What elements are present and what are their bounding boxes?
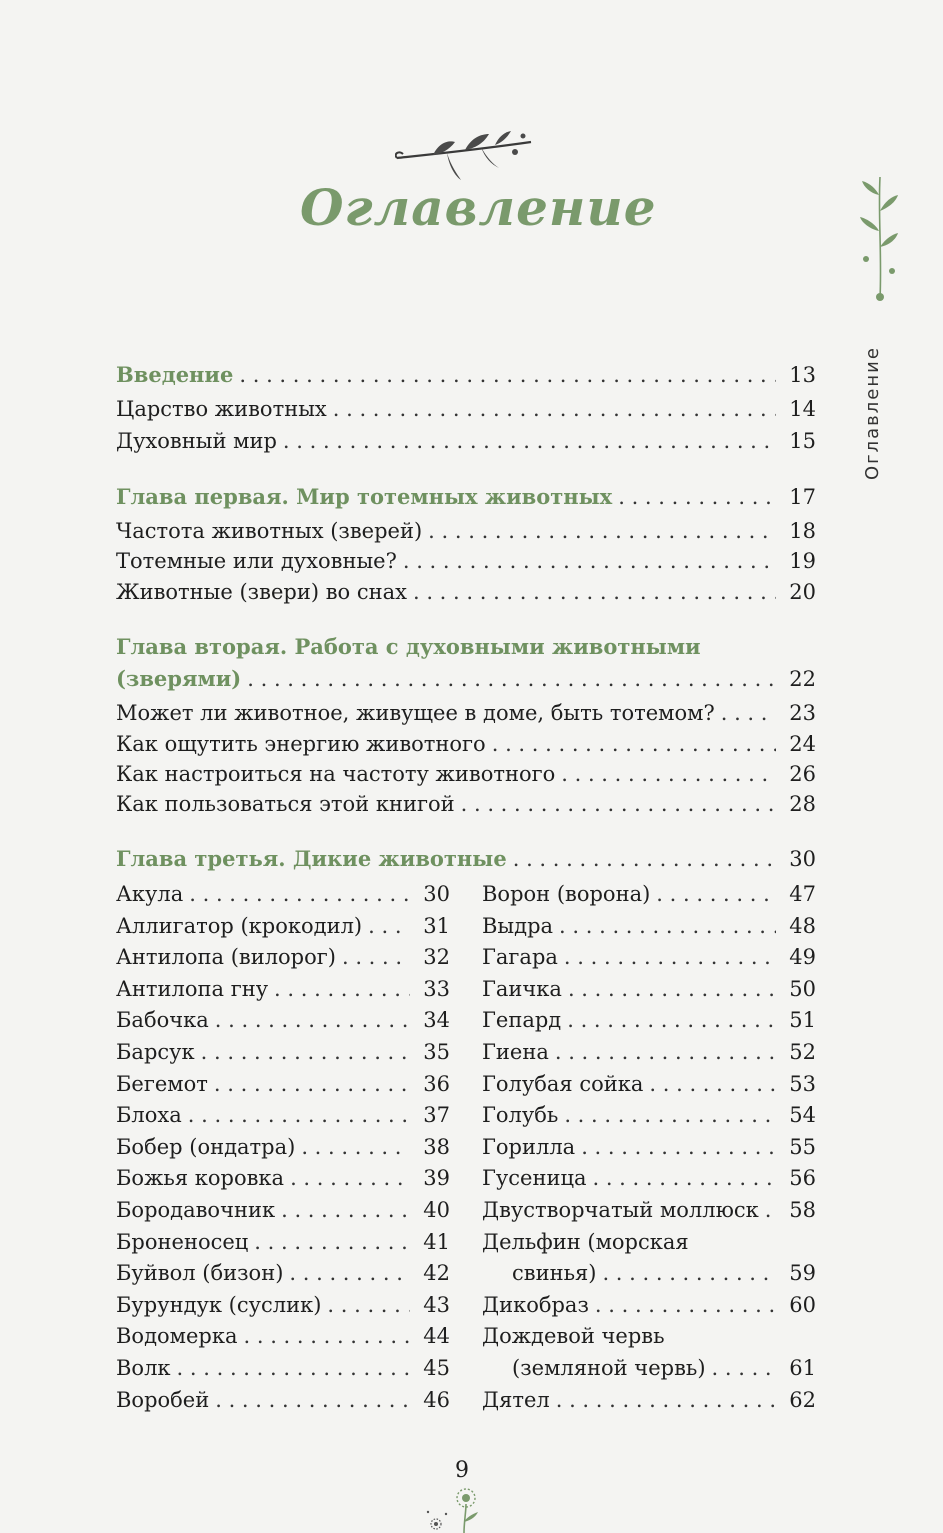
toc-label: Буйвол (бизон) xyxy=(116,1261,284,1285)
toc-label: Антилопа (вилорог) xyxy=(116,945,336,969)
toc-animal-entry[interactable] xyxy=(116,1135,450,1165)
leader-dots xyxy=(188,1103,410,1127)
toc-animal-entry[interactable] xyxy=(482,1008,816,1038)
toc-page: 17 xyxy=(789,485,816,509)
toc-page: 35 xyxy=(423,1040,450,1064)
leader-dots xyxy=(721,701,776,725)
toc-page: 30 xyxy=(423,882,450,906)
toc-label: Блоха xyxy=(116,1103,182,1127)
leader-dots xyxy=(602,1261,776,1285)
toc-page: 60 xyxy=(789,1293,816,1317)
toc-page: 36 xyxy=(423,1072,450,1096)
toc-label: Двустворчатый моллюск xyxy=(482,1198,759,1222)
toc-animal-entry[interactable] xyxy=(116,1166,450,1196)
leaf-branch-ornament xyxy=(395,128,535,184)
toc-entry[interactable] xyxy=(116,762,816,792)
leader-dots xyxy=(327,1293,410,1317)
toc-page: 50 xyxy=(789,977,816,1001)
toc-page: 58 xyxy=(789,1198,816,1222)
toc-label: Антилопа гну xyxy=(116,977,269,1001)
toc-entry[interactable] xyxy=(116,519,816,549)
toc-label: Бегемот xyxy=(116,1072,208,1096)
toc-label: Как ощутить энергию животного xyxy=(116,732,486,756)
toc-entry[interactable] xyxy=(116,792,816,822)
toc-animal-entry[interactable] xyxy=(482,1166,816,1196)
toc-page: 32 xyxy=(423,945,450,969)
toc-page: 39 xyxy=(423,1166,450,1190)
sprig-icon xyxy=(856,175,902,305)
toc-label: Ворон (ворона) xyxy=(482,882,651,906)
toc-label: Дятел xyxy=(482,1388,550,1412)
leader-dots xyxy=(656,882,776,906)
leader-dots xyxy=(712,1356,776,1380)
toc-label: Аллигатор (крокодил) xyxy=(116,914,363,938)
toc-animal-entry[interactable] xyxy=(116,1230,450,1260)
toc-label: Голубь xyxy=(482,1103,559,1127)
toc-page: 40 xyxy=(423,1198,450,1222)
toc-animal-entry[interactable] xyxy=(116,1324,450,1354)
toc-page: 15 xyxy=(789,429,816,453)
leader-dots xyxy=(289,1261,410,1285)
toc-animal-entry[interactable] xyxy=(482,1072,816,1102)
toc-label: Бородавочник xyxy=(116,1198,276,1222)
toc-label: Животные (звери) во снах xyxy=(116,580,407,604)
leader-dots xyxy=(581,1135,776,1159)
toc-page: 23 xyxy=(789,701,816,725)
toc-animal-entry[interactable] xyxy=(116,1103,450,1133)
leader-dots xyxy=(247,667,776,691)
toc-animal-entry[interactable] xyxy=(116,1293,450,1323)
toc-label: Гепард xyxy=(482,1008,562,1032)
toc-page: 47 xyxy=(789,882,816,906)
leader-dots xyxy=(403,549,776,573)
leader-dots xyxy=(301,1135,410,1159)
toc-entry[interactable] xyxy=(116,701,816,731)
toc-page: 43 xyxy=(423,1293,450,1317)
toc-page: 33 xyxy=(423,977,450,1001)
toc-animal-entry[interactable] xyxy=(116,1072,450,1102)
toc-label: Бобер (ондатра) xyxy=(116,1135,296,1159)
leader-dots xyxy=(592,1166,776,1190)
toc-entry[interactable] xyxy=(116,732,816,762)
toc-animal-entry[interactable] xyxy=(116,977,450,1007)
toc-page: 45 xyxy=(423,1356,450,1380)
leader-dots xyxy=(555,1040,776,1064)
leader-dots xyxy=(564,945,776,969)
toc-page: 41 xyxy=(423,1230,450,1254)
leader-dots xyxy=(568,977,776,1001)
toc-entry[interactable] xyxy=(116,580,816,610)
toc-heading-intro[interactable] xyxy=(116,362,816,392)
toc-animal-entry[interactable] xyxy=(482,1103,816,1133)
leader-dots xyxy=(618,485,776,509)
toc-animal-entry[interactable] xyxy=(116,1008,450,1038)
toc-page: 61 xyxy=(789,1356,816,1380)
toc-animal-entry[interactable] xyxy=(482,1135,816,1165)
toc-animal-entry[interactable] xyxy=(482,882,816,912)
leader-dots xyxy=(564,1103,776,1127)
leader-dots xyxy=(513,847,776,871)
leader-dots xyxy=(595,1293,776,1317)
toc-animal-entry[interactable] xyxy=(482,1388,816,1418)
toc-entry[interactable] xyxy=(116,429,816,459)
toc-animal-entry[interactable] xyxy=(482,1198,816,1228)
toc-animal-entry[interactable] xyxy=(482,1040,816,1070)
toc-label: Введение xyxy=(116,362,234,387)
leader-dots xyxy=(189,882,410,906)
toc-animal-entry[interactable] xyxy=(482,945,816,975)
toc-label: Волк xyxy=(116,1356,171,1380)
page-title: Оглавление xyxy=(300,178,657,237)
toc-page: 22 xyxy=(789,667,816,691)
toc-animal-entry[interactable] xyxy=(482,1230,816,1260)
toc-animal-entry[interactable] xyxy=(116,882,450,912)
toc-animal-entry[interactable] xyxy=(482,1261,816,1291)
leader-dots xyxy=(177,1356,410,1380)
toc-page: 19 xyxy=(789,549,816,573)
toc-heading-chapter3[interactable] xyxy=(116,846,816,876)
toc-page: 24 xyxy=(789,732,816,756)
flower-ornament xyxy=(420,1482,500,1533)
toc-label: Выдра xyxy=(482,914,554,938)
leader-dots xyxy=(567,1008,776,1032)
toc-page: 18 xyxy=(789,519,816,543)
toc-page: 55 xyxy=(789,1135,816,1159)
leader-dots xyxy=(368,914,410,938)
toc-animal-entry[interactable] xyxy=(482,977,816,1007)
leader-dots xyxy=(461,792,776,816)
leader-dots xyxy=(413,580,776,604)
leader-dots xyxy=(244,1324,411,1348)
toc-page: 26 xyxy=(789,762,816,786)
toc-label: Как настроиться на частоту животного xyxy=(116,762,556,786)
toc-label: (зверями) xyxy=(116,666,242,691)
toc-animal-entry[interactable] xyxy=(116,1198,450,1228)
leader-dots xyxy=(254,1230,410,1254)
toc-label: Гусеница xyxy=(482,1166,587,1190)
toc-page: 38 xyxy=(423,1135,450,1159)
toc-label: Дождевой червь xyxy=(482,1324,665,1348)
leader-dots xyxy=(765,1198,776,1222)
toc-label: Гиена xyxy=(482,1040,549,1064)
toc-animal-entry[interactable] xyxy=(116,1388,450,1418)
toc-label: Гаичка xyxy=(482,977,562,1001)
toc-page: 48 xyxy=(789,914,816,938)
toc-label: Акула xyxy=(116,882,184,906)
toc-animal-entry[interactable] xyxy=(482,914,816,944)
leader-dots xyxy=(342,945,410,969)
leader-dots xyxy=(274,977,410,1001)
toc-page: 54 xyxy=(789,1103,816,1127)
toc-label: Может ли животное, живущее в доме, быть тотемом? xyxy=(116,701,715,725)
toc-page: 42 xyxy=(423,1261,450,1285)
toc-page: 14 xyxy=(789,397,816,421)
toc-label: Царство животных xyxy=(116,397,327,421)
leader-dots xyxy=(333,397,776,421)
leader-dots xyxy=(428,519,776,543)
toc-animal-entry[interactable] xyxy=(116,1040,450,1070)
toc-page: 46 xyxy=(423,1388,450,1412)
toc-page: 34 xyxy=(423,1008,450,1032)
toc-label: Дельфин (морская xyxy=(482,1230,689,1254)
leader-dots xyxy=(283,429,776,453)
leader-dots xyxy=(561,762,776,786)
toc-label: Барсук xyxy=(116,1040,195,1064)
toc-page: 59 xyxy=(789,1261,816,1285)
toc-page: 53 xyxy=(789,1072,816,1096)
toc-label: Голубая сойка xyxy=(482,1072,644,1096)
toc-page: 51 xyxy=(789,1008,816,1032)
toc-label: Как пользоваться этой книгой xyxy=(116,792,455,816)
leader-dots xyxy=(215,1008,410,1032)
toc-heading-chapter1[interactable] xyxy=(116,484,816,514)
toc-label: Частота животных (зверей) xyxy=(116,519,423,543)
toc-page: 62 xyxy=(789,1388,816,1412)
toc-page: 28 xyxy=(789,792,816,816)
toc-page: 30 xyxy=(789,847,816,871)
toc-page: 31 xyxy=(423,914,450,938)
toc-label: Броненосец xyxy=(116,1230,249,1254)
toc-label: Божья коровка xyxy=(116,1166,285,1190)
toc-label: Бабочка xyxy=(116,1008,209,1032)
page-number: 9 xyxy=(455,1458,469,1483)
leader-dots xyxy=(215,1388,410,1412)
leader-dots xyxy=(214,1072,410,1096)
leader-dots xyxy=(239,363,776,387)
leader-dots xyxy=(559,914,776,938)
toc-label: (земляной червь) xyxy=(512,1356,706,1380)
toc-label: Водомерка xyxy=(116,1324,238,1348)
leader-dots xyxy=(201,1040,410,1064)
leader-dots xyxy=(290,1166,410,1190)
toc-label: Глава третья. Дикие животные xyxy=(116,846,507,871)
leader-dots xyxy=(492,732,776,756)
toc-label: Глава первая. Мир тотемных животных xyxy=(116,484,613,509)
leader-dots xyxy=(649,1072,776,1096)
toc-label: Воробей xyxy=(116,1388,210,1412)
toc-label: Тотемные или духовные? xyxy=(116,549,397,573)
toc-page: 56 xyxy=(789,1166,816,1190)
toc-label: Бурундук (суслик) xyxy=(116,1293,322,1317)
toc-entry[interactable] xyxy=(116,397,816,427)
toc-animal-entry[interactable] xyxy=(482,1356,816,1386)
toc-label: Духовный мир xyxy=(116,429,277,453)
leader-dots xyxy=(281,1198,410,1222)
toc-label: Горилла xyxy=(482,1135,576,1159)
toc-label: Гагара xyxy=(482,945,558,969)
toc-animal-entry[interactable] xyxy=(116,945,450,975)
leader-dots xyxy=(556,1388,776,1412)
toc-animal-entry[interactable] xyxy=(116,1261,450,1291)
toc-page: 13 xyxy=(789,363,816,387)
toc-label: свинья) xyxy=(512,1261,597,1285)
toc-heading-chapter2-line1[interactable]: Глава вторая. Работа с духовными животными xyxy=(116,634,701,659)
toc-animal-entry[interactable] xyxy=(116,914,450,944)
toc-animal-entry[interactable] xyxy=(116,1356,450,1386)
toc-heading-chapter2[interactable] xyxy=(116,666,816,696)
toc-animal-entry[interactable] xyxy=(482,1324,816,1354)
toc-page: 20 xyxy=(789,580,816,604)
toc-entry[interactable] xyxy=(116,549,816,579)
toc-page: 49 xyxy=(789,945,816,969)
toc-page: 44 xyxy=(423,1324,450,1348)
toc-label: Дикобраз xyxy=(482,1293,589,1317)
side-running-header: Оглавление xyxy=(862,346,883,480)
toc-animal-entry[interactable] xyxy=(482,1293,816,1323)
toc-page: 52 xyxy=(789,1040,816,1064)
toc-page: 37 xyxy=(423,1103,450,1127)
